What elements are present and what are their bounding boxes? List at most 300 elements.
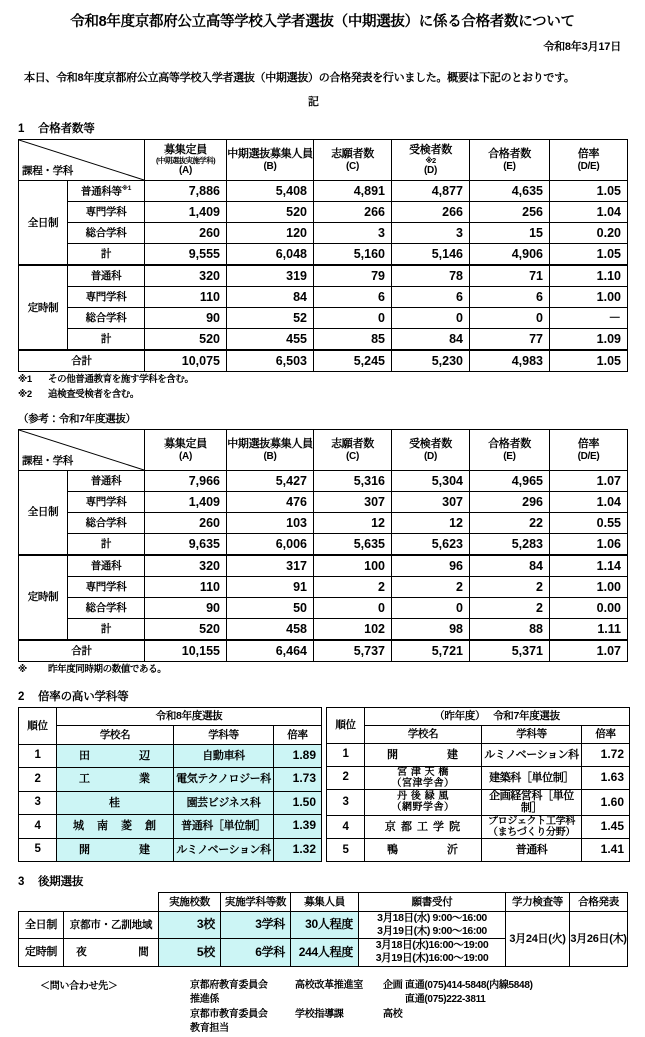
table-row [327, 743, 630, 766]
ref-col-1-title: 中期選抜募集人員 [227, 437, 313, 450]
ref-cell-2: 5,316 [314, 471, 392, 492]
table-row [19, 244, 628, 266]
table-row [19, 744, 322, 767]
table-row [19, 768, 322, 791]
contact-org-0: 京都府教育委員会 [190, 979, 268, 991]
rank-table-previous-year [326, 707, 630, 862]
ref-col-3-letter: (D) [424, 450, 437, 462]
main-corner-label: 課程・学科 [22, 165, 73, 178]
rank-left-dept-1: 電気テクノロジー科 [176, 773, 271, 786]
ref-cell-1: 458 [227, 619, 314, 641]
ref-total-cell-4: 5,371 [470, 640, 550, 662]
main-cell-3: 4,877 [392, 181, 470, 202]
kouki-application-line-0: 3月18日(水) 9:00～16:00 [377, 912, 487, 925]
rank-right-school-0: 開 建 [387, 748, 460, 761]
ref-cell-2: 100 [314, 555, 392, 577]
rank-right-rank-1: 2 [327, 766, 365, 789]
main-total-cell-4: 4,983 [470, 350, 550, 372]
table-row [19, 308, 628, 329]
table-row [327, 766, 630, 789]
main-cell-4: 71 [470, 265, 550, 287]
ref-cell-3: 2 [392, 577, 470, 598]
rank-left-col-dept: 学科等 [174, 726, 274, 744]
contact-dept-0: 高校改革推進室 [295, 979, 363, 991]
rank-left-school-cell-1 [57, 768, 174, 791]
rank-right-dept-cell-3 [482, 816, 582, 839]
table-row [19, 815, 322, 838]
rank-right-school-cell-3 [365, 816, 482, 839]
table-row [327, 839, 630, 862]
main-cell-2: 266 [314, 202, 392, 223]
kouki-area-0: 京都市・乙訓地域 [64, 912, 159, 939]
kouki-departments-1: 6学科 [221, 939, 291, 966]
rank-right-header-row-2 [327, 725, 630, 743]
ref-cell-3: 5,623 [392, 534, 470, 556]
table-row [19, 619, 628, 641]
table-row [327, 789, 630, 815]
main-cell-5: 1.05 [550, 244, 628, 266]
section3-number: 3 [18, 876, 25, 889]
main-cell-2: 3 [314, 223, 392, 244]
table-row [19, 513, 628, 534]
table-row [19, 223, 628, 244]
main-col-header-3 [392, 140, 470, 181]
kouki-col-header-1: 実施学科等数 [221, 893, 291, 912]
main-cell-3: 266 [392, 202, 470, 223]
ref-cell-0: 9,635 [145, 534, 227, 556]
rank-left-dept-cell-2 [174, 791, 274, 814]
table-row [19, 577, 628, 598]
main-group-0-label: 全日制 [19, 181, 68, 266]
rank-left-dept-cell-4 [174, 838, 274, 862]
ref-cell-5: 0.00 [550, 598, 628, 619]
kouki-capacity-0: 30人程度 [291, 912, 359, 939]
rank-left-rank-3: 4 [19, 815, 57, 838]
ref-col-header-4 [470, 430, 550, 471]
main-total-cell-1: 6,503 [227, 350, 314, 372]
ref-col-1-letter: (B) [263, 450, 277, 462]
rank-left-school-cell-3 [57, 815, 174, 838]
rank-left-school-0: 田 辺 [79, 749, 151, 762]
ref-row-label: 総合学科 [68, 513, 145, 534]
ref-corner-cell [19, 430, 145, 471]
rank-left-header-row-1 [19, 707, 322, 725]
rank-left-school-2: 桂 [109, 796, 121, 809]
ref-col-4-title: 合格者数 [488, 437, 531, 450]
rank-left-title: 令和8年度選抜 [155, 710, 223, 723]
rank-right-col-dept: 学科等 [482, 725, 582, 743]
main-cell-2: 79 [314, 265, 392, 287]
main-cell-3: 3 [392, 223, 470, 244]
contact-label: ＜問い合わせ先＞ [40, 980, 118, 992]
rank-right-dept-cell-4 [482, 839, 582, 862]
ref-cell-1: 476 [227, 492, 314, 513]
main-col-1-title: 中期選抜募集人員 [227, 148, 313, 161]
rank-left-header-row-2 [19, 726, 322, 744]
main-total-cell-3: 5,230 [392, 350, 470, 372]
ref-total-cell-0: 10,155 [145, 640, 227, 662]
main-col-3-title: 受検者数 [409, 144, 452, 156]
rank-right-year-title [365, 707, 630, 725]
ref-cell-0: 260 [145, 513, 227, 534]
page-title: 令和8年度京都府公立高等学校入学者選抜（中期選抜）に係る合格者数について [70, 14, 575, 30]
rank-left-rank-2: 3 [19, 791, 57, 814]
ref-cell-4: 88 [470, 619, 550, 641]
main-cell-5: 1.09 [550, 329, 628, 351]
ref-cell-0: 520 [145, 619, 227, 641]
kouki-application-line-1: 3月19日(木) 9:00～16:00 [377, 925, 487, 938]
main-cell-0: 7,886 [145, 181, 227, 202]
kouki-col-header-3: 願書受付 [359, 893, 506, 912]
main-cell-2: 6 [314, 287, 392, 308]
contact-phone-1: 直通(075)222-3811 [405, 994, 486, 1006]
ref-col-0-letter: (A) [179, 450, 192, 462]
table-row [19, 492, 628, 513]
rank-left-school-1: 工 業 [79, 773, 151, 786]
ref-cell-0: 110 [145, 577, 227, 598]
ref-cell-5: 1.14 [550, 555, 628, 577]
reference-footnote-text: 昨年度同時期の数値である。 [48, 664, 167, 676]
reference-stats-table [18, 429, 628, 662]
rank-left-year-title [57, 707, 322, 725]
ref-row-label: 専門学科 [68, 577, 145, 598]
main-col-header-2 [314, 140, 392, 181]
rank-right-dept-cell-0 [482, 743, 582, 766]
main-cell-3: 5,146 [392, 244, 470, 266]
contact-section-1: 高校教育担当 [190, 1008, 403, 1035]
footnote-1-text: その他普通教育を施す学科を含む。 [48, 374, 194, 386]
main-row-label: 計 [68, 244, 145, 266]
rank-left-rank-header: 順位 [19, 707, 57, 744]
section3-heading [18, 873, 627, 889]
lead-paragraph: 本日、令和8年度京都府公立高等学校入学者選抜（中期選抜）の合格発表を行いました。概要は下記のとおりです。 [24, 72, 575, 85]
rank-right-school-sub-2: （網野学舎） [391, 802, 455, 814]
ref-cell-1: 103 [227, 513, 314, 534]
ref-cell-4: 2 [470, 598, 550, 619]
rank-right-rank-header: 順位 [327, 707, 365, 743]
main-col-5-letter: (D/E) [577, 160, 600, 172]
rank-left-ratio-2: 1.50 [274, 791, 322, 814]
ref-cell-4: 4,965 [470, 471, 550, 492]
main-cell-1: 6,048 [227, 244, 314, 266]
main-header-row [19, 140, 628, 181]
main-cell-4: 6 [470, 287, 550, 308]
contact-org-1: 京都市教育委員会 [190, 1008, 268, 1020]
table-row [19, 838, 322, 862]
section3-title: 後期選抜 [38, 876, 84, 889]
ref-cell-3: 5,304 [392, 471, 470, 492]
kouki-col-header-2: 募集人員 [291, 893, 359, 912]
ref-row-label: 普通科 [68, 471, 145, 492]
main-col-1-letter: (B) [263, 160, 277, 172]
ref-cell-4: 84 [470, 555, 550, 577]
contact-section-0: 企画推進係 [190, 979, 403, 1006]
main-col-2-title: 志願者数 [331, 148, 374, 161]
section2-title: 倍率の高い学科等 [38, 690, 129, 703]
contact-phones [405, 979, 533, 1037]
main-cell-2: 5,160 [314, 244, 392, 266]
rank-right-school-cell-4 [365, 839, 482, 862]
main-cell-3: 0 [392, 308, 470, 329]
rank-right-title: 令和7年度選抜 [493, 710, 560, 723]
footnote-1-mark: ※1 [18, 374, 32, 386]
main-cell-1: 455 [227, 329, 314, 351]
kouki-result-date: 3月26日(木) [570, 912, 628, 967]
ref-header-row [19, 430, 628, 471]
main-cell-5: 1.04 [550, 202, 628, 223]
main-cell-2: 85 [314, 329, 392, 351]
rank-right-dept-0: ルミノベーション科 [484, 748, 579, 761]
main-total-label: 合計 [19, 350, 145, 372]
rank-right-ratio-3: 1.45 [582, 816, 630, 839]
rank-right-dept-cell-1 [482, 766, 582, 789]
kouki-application-line-1: 3月19日(木)16:00～19:00 [375, 952, 489, 965]
main-cell-5: － [550, 308, 628, 329]
main-cell-1: 84 [227, 287, 314, 308]
main-cell-5: 1.05 [550, 181, 628, 202]
table-row [19, 555, 628, 577]
rank-left-rank-1: 2 [19, 768, 57, 791]
main-row-label: 計 [68, 329, 145, 351]
main-row-label: 専門学科 [68, 202, 145, 223]
rank-right-school-cell-1 [365, 766, 482, 789]
ref-cell-1: 6,006 [227, 534, 314, 556]
ref-corner-label: 課程・学科 [22, 454, 73, 467]
rank-right-dept-2: 企画経営科［単位制］ [489, 789, 574, 815]
rank-right-school-cell-0 [365, 743, 482, 766]
main-row-label: 普通科 [68, 265, 145, 287]
ref-total-label: 合計 [19, 640, 145, 662]
ref-col-header-5 [550, 430, 628, 471]
ref-cell-2: 307 [314, 492, 392, 513]
kouki-course-0: 全日制 [19, 912, 64, 939]
table-row [19, 912, 628, 939]
ref-cell-3: 98 [392, 619, 470, 641]
rank-left-school-cell-0 [57, 744, 174, 767]
rank-right-rank-2: 3 [327, 789, 365, 815]
ref-col-0-title: 募集定員 [164, 437, 207, 450]
ref-cell-0: 1,409 [145, 492, 227, 513]
table-row [19, 287, 628, 308]
rank-left-dept-3: 普通科［単位制］ [181, 819, 266, 832]
rank-right-col-ratio: 倍率 [582, 725, 630, 743]
rank-left-rank-4: 5 [19, 838, 57, 862]
main-col-header-5 [550, 140, 628, 181]
ref-cell-4: 2 [470, 577, 550, 598]
rank-left-dept-cell-0 [174, 744, 274, 767]
ref-cell-4: 296 [470, 492, 550, 513]
reference-footnote-mark: ※ [18, 664, 27, 676]
ref-cell-0: 320 [145, 555, 227, 577]
main-row-label: 総合学科 [68, 308, 145, 329]
rank-table-current-year [18, 707, 322, 862]
ref-cell-5: 1.00 [550, 577, 628, 598]
ref-cell-3: 307 [392, 492, 470, 513]
rank-left-col-ratio: 倍率 [274, 726, 322, 744]
main-cell-3: 84 [392, 329, 470, 351]
main-cell-0: 520 [145, 329, 227, 351]
rank-right-ratio-1: 1.63 [582, 766, 630, 789]
ref-cell-4: 22 [470, 513, 550, 534]
main-col-header-0 [145, 140, 227, 181]
ref-row-label: 総合学科 [68, 598, 145, 619]
kouki-course-1: 定時制 [19, 939, 64, 966]
admission-stats-table [18, 139, 628, 372]
section2-heading [18, 688, 627, 704]
rank-left-rank-0: 1 [19, 744, 57, 767]
ref-group-0-label: 全日制 [19, 471, 68, 556]
kouki-schools-0: 3校 [159, 912, 221, 939]
row-label-superscript: ※1 [121, 185, 132, 193]
ref-cell-2: 5,635 [314, 534, 392, 556]
table-row [19, 791, 322, 814]
main-corner-cell [19, 140, 145, 181]
kouki-corner [19, 893, 159, 912]
main-col-0-sub: (中期選抜実施学科) [156, 155, 215, 165]
kouki-application-0 [359, 912, 506, 939]
ref-col-5-letter: (D/E) [577, 450, 600, 462]
main-cell-0: 1,409 [145, 202, 227, 223]
main-cell-1: 319 [227, 265, 314, 287]
main-total-cell-5: 1.05 [550, 350, 628, 372]
ref-col-2-title: 志願者数 [331, 437, 374, 450]
main-row-label: 普通科等$^{※1}$ [68, 181, 145, 202]
rank-left-school-3: 城 南 菱 創 [73, 819, 157, 832]
table-row [19, 471, 628, 492]
ref-row-label: 普通科 [68, 555, 145, 577]
main-cell-4: 4,906 [470, 244, 550, 266]
ref-cell-1: 50 [227, 598, 314, 619]
kouki-application-1 [359, 939, 506, 966]
kouki-col-header-4: 学力検査等 [506, 893, 570, 912]
ref-cell-5: 1.06 [550, 534, 628, 556]
rank-right-school-cell-2 [365, 789, 482, 815]
main-row-label: 専門学科 [68, 287, 145, 308]
ref-total-row [19, 640, 628, 662]
main-cell-3: 6 [392, 287, 470, 308]
table-row [19, 329, 628, 351]
main-cell-0: 110 [145, 287, 227, 308]
main-col-0-letter: (A) [179, 165, 192, 177]
ref-col-header-0 [145, 430, 227, 471]
rank-left-ratio-1: 1.73 [274, 768, 322, 791]
kouki-departments-0: 3学科 [221, 912, 291, 939]
main-col-3-sub: ※2 [425, 155, 436, 165]
main-col-2-letter: (C) [346, 160, 359, 172]
rank-right-rank-0: 1 [327, 743, 365, 766]
ref-total-cell-5: 1.07 [550, 640, 628, 662]
main-cell-0: 9,555 [145, 244, 227, 266]
ref-row-label: 計 [68, 619, 145, 641]
main-total-cell-2: 5,245 [314, 350, 392, 372]
contact-footer [18, 979, 627, 1037]
ref-col-header-3 [392, 430, 470, 471]
table-row [19, 598, 628, 619]
ref-cell-2: 2 [314, 577, 392, 598]
ref-col-4-letter: (E) [503, 450, 516, 462]
rank-right-ratio-4: 1.41 [582, 839, 630, 862]
main-col-4-letter: (E) [503, 160, 516, 172]
ref-cell-0: 90 [145, 598, 227, 619]
table-row [327, 816, 630, 839]
main-cell-0: 90 [145, 308, 227, 329]
main-col-header-4 [470, 140, 550, 181]
rank-left-dept-cell-1 [174, 768, 274, 791]
main-row-label: 総合学科 [68, 223, 145, 244]
main-cell-3: 78 [392, 265, 470, 287]
table-row [19, 265, 628, 287]
rank-right-header-row-1 [327, 707, 630, 725]
rank-right-title-prefix: （昨年度） [434, 710, 486, 723]
main-cell-1: 52 [227, 308, 314, 329]
main-cell-4: 256 [470, 202, 550, 223]
rank-right-ratio-0: 1.72 [582, 743, 630, 766]
reference-label: （参考：令和7年度選抜） [18, 413, 136, 426]
ref-col-header-2 [314, 430, 392, 471]
ref-cell-5: 0.55 [550, 513, 628, 534]
ref-cell-2: 102 [314, 619, 392, 641]
rank-left-dept-cell-3 [174, 815, 274, 838]
rank-left-school-4: 開 建 [79, 843, 151, 856]
rank-right-col-school: 学校名 [365, 725, 482, 743]
rank-right-school-1: 宮 津 天 橋 [397, 766, 449, 778]
rank-right-dept-4: 普通科 [515, 843, 548, 856]
main-cell-4: 0 [470, 308, 550, 329]
ref-cell-5: 1.11 [550, 619, 628, 641]
main-cell-4: 15 [470, 223, 550, 244]
section1-heading [18, 120, 627, 136]
ref-total-cell-2: 5,737 [314, 640, 392, 662]
table-row [19, 202, 628, 223]
contact-orgs [190, 979, 405, 1037]
main-cell-1: 120 [227, 223, 314, 244]
kouki-schools-1: 5校 [159, 939, 221, 966]
rank-right-dept-1: 建築科［単位制］ [489, 771, 574, 784]
main-cell-0: 260 [145, 223, 227, 244]
rank-right-rank-3: 4 [327, 816, 365, 839]
ref-col-2-letter: (C) [346, 450, 359, 462]
rank-left-ratio-4: 1.32 [274, 838, 322, 862]
kouki-header-row [19, 893, 628, 912]
rank-right-dept-cell-2 [482, 789, 582, 815]
main-cell-4: 4,635 [470, 181, 550, 202]
rank-right-school-2: 丹 後 緑 風 [397, 791, 449, 803]
ref-cell-3: 0 [392, 598, 470, 619]
ref-col-5-title: 倍率 [577, 437, 600, 450]
kouki-capacity-1: 244人程度 [291, 939, 359, 966]
main-cell-5: 1.00 [550, 287, 628, 308]
main-col-3-letter: (D) [424, 165, 437, 177]
kouki-col-header-0: 実施校数 [159, 893, 221, 912]
section1-number: 1 [18, 123, 25, 136]
table-row [19, 181, 628, 202]
main-cell-2: 0 [314, 308, 392, 329]
ref-cell-5: 1.04 [550, 492, 628, 513]
ref-cell-3: 96 [392, 555, 470, 577]
rank-left-dept-4: ルミノベーション科 [176, 843, 271, 856]
contact-row-1 [190, 1008, 405, 1037]
kouki-area-1: 夜 間 [64, 939, 159, 966]
ref-cell-3: 12 [392, 513, 470, 534]
ref-col-header-1 [227, 430, 314, 471]
table-row [19, 534, 628, 556]
ref-cell-0: 7,966 [145, 471, 227, 492]
rank-left-ratio-0: 1.89 [274, 744, 322, 767]
footnote-1 [18, 374, 627, 387]
ki-marker: 記 [308, 96, 319, 109]
main-cell-1: 5,408 [227, 181, 314, 202]
main-total-cell-0: 10,075 [145, 350, 227, 372]
